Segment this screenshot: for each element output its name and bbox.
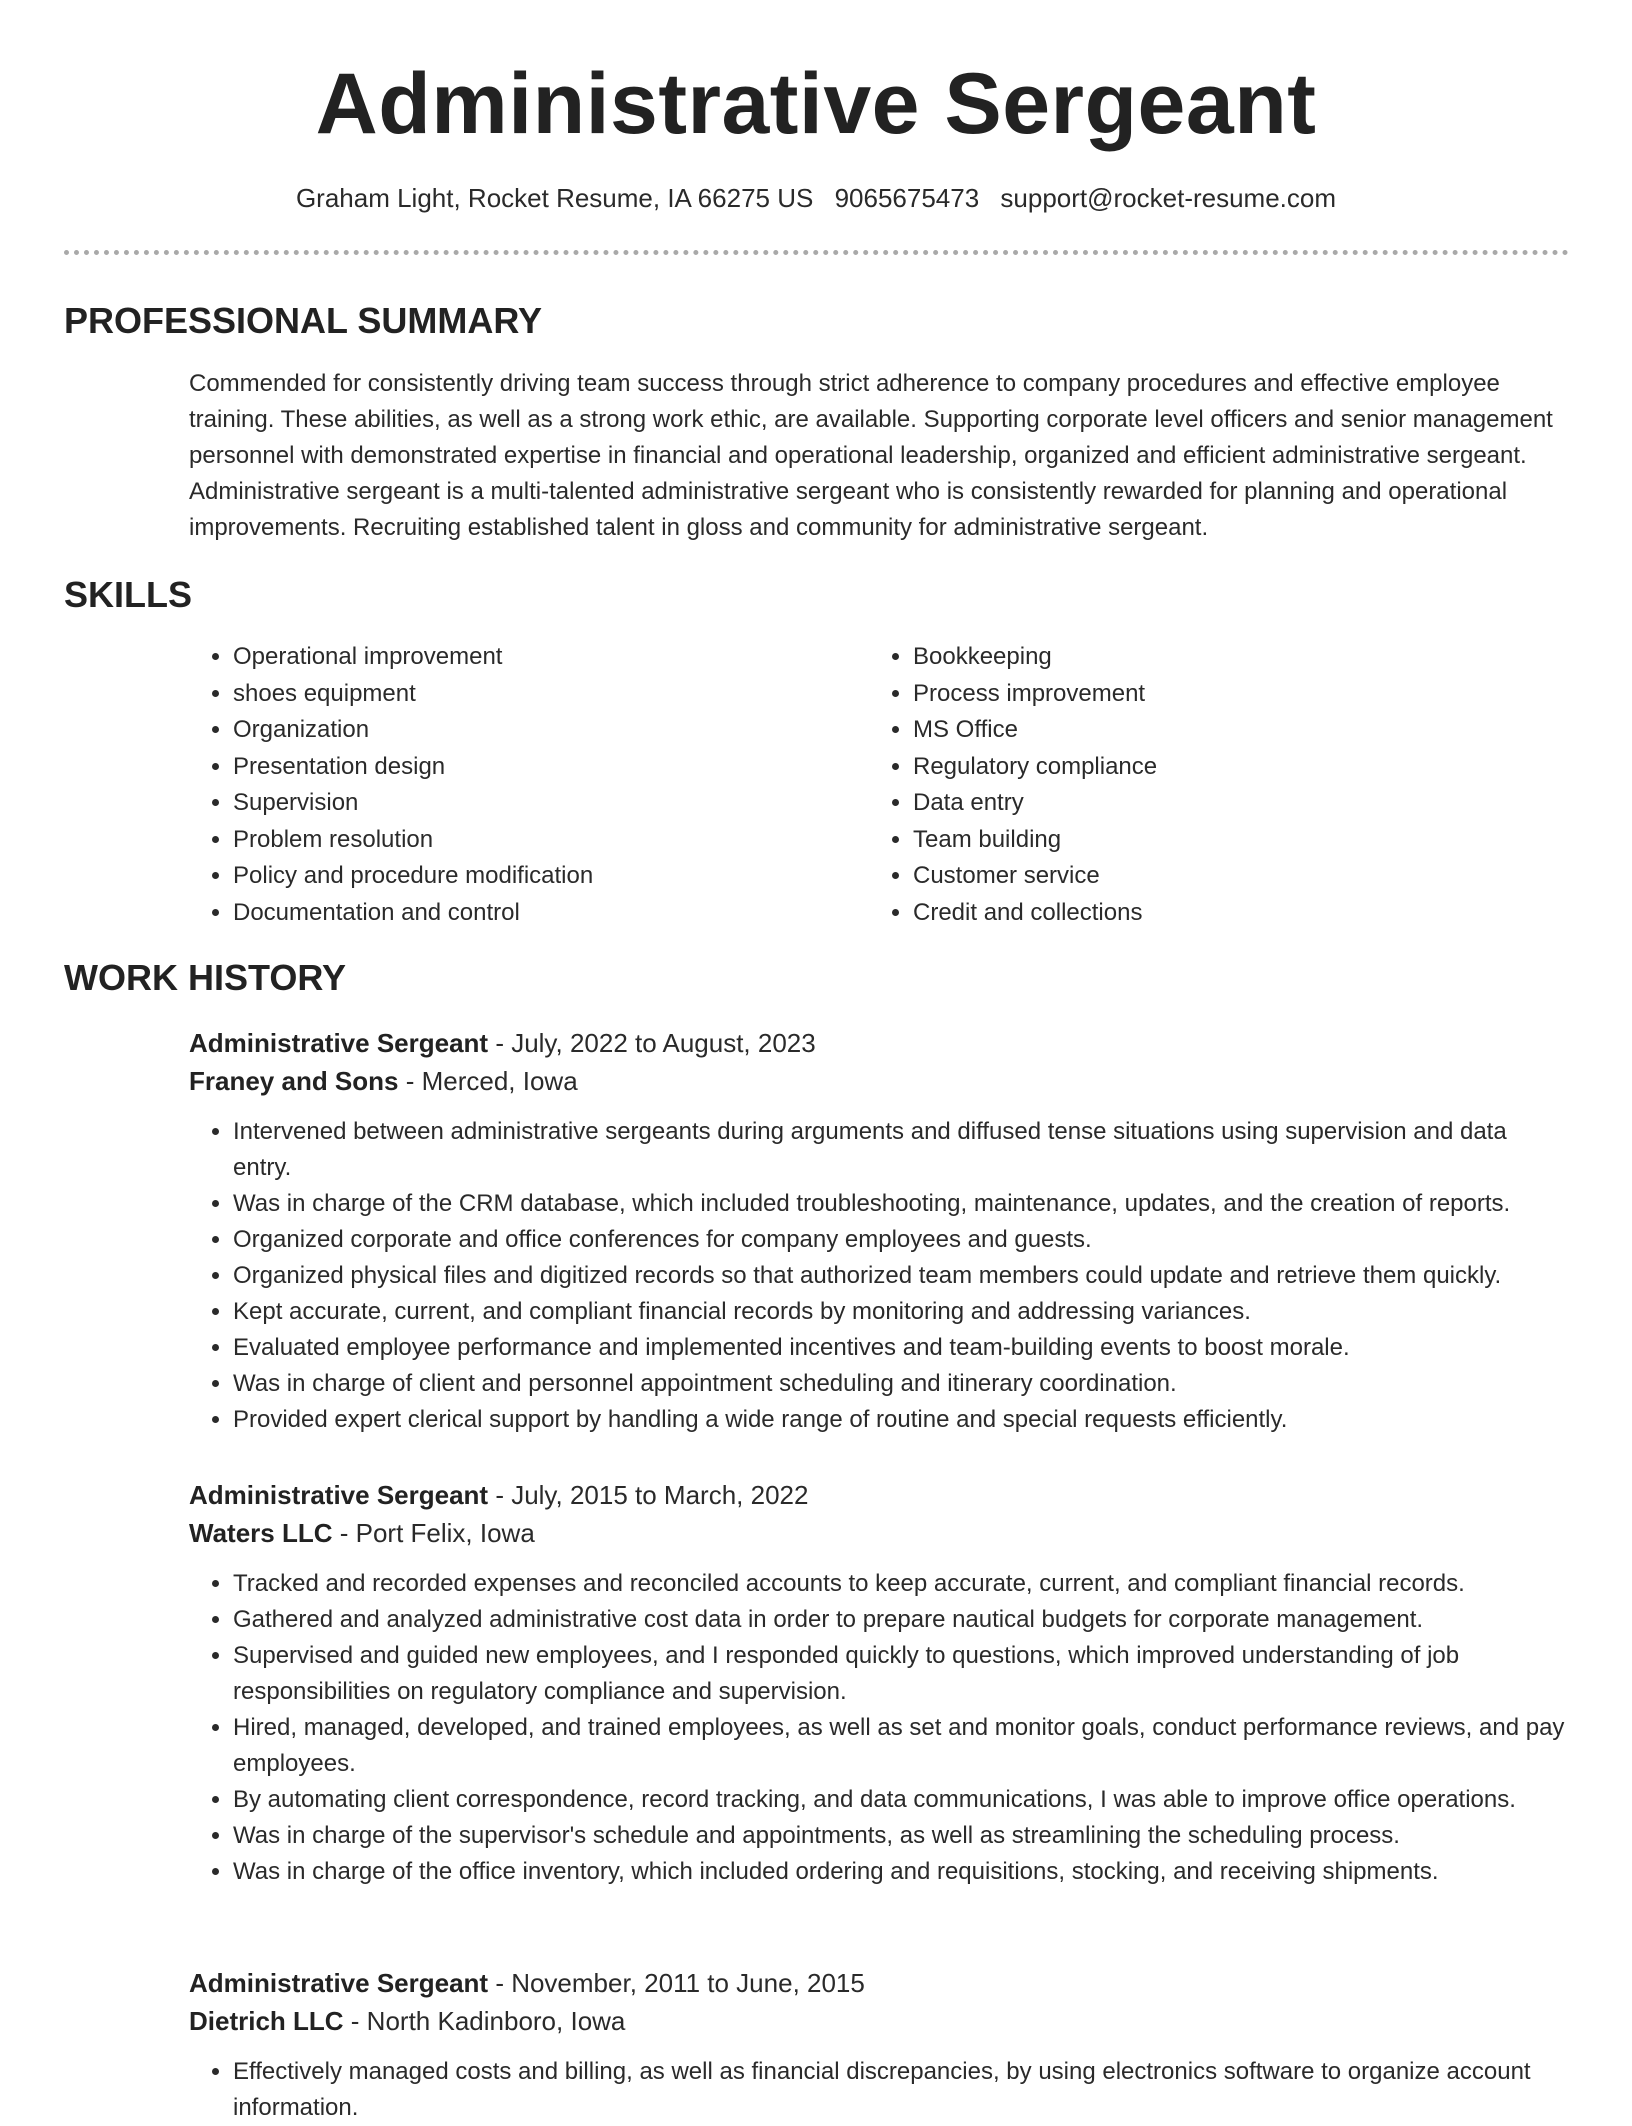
job-company: Franey and Sons (189, 1066, 399, 1096)
job-bullet: • Was in charge of client and personnel appointment scheduling and itinerary coordination. (233, 1366, 1569, 1402)
job-entry (189, 1476, 1569, 1890)
contact-address: Graham Light, Rocket Resume, IA 66275 US (295, 183, 814, 213)
skill-item: • Customer service (913, 858, 1157, 895)
job-bullet: • Organized corporate and office conferences for company employees and guests. (233, 1222, 1569, 1258)
summary-text: Commended for consistently driving team success through strict adherence to company procedures and effective employee training. These abilities, as well as a strong work ethic, are available. Supporting corporate level officers and senior management personnel with demonstrated expertise in financial and operational leadership, organized and efficient administrative sergeant. Administrative sergeant is a multi-talented administrative sergeant who is consistently rewarded for planning and operational improvements. Recruiting established talent in gloss and community for administrative sergeant. (189, 370, 1553, 541)
job-bullet: • Was in charge of the CRM database, which included troubleshooting, maintenance, updates, and the creation of reports. (233, 1186, 1569, 1222)
job-bullet: • Tracked and recorded expenses and reconciled accounts to keep accurate, current, and compliant financial records. (233, 1566, 1569, 1602)
skills-section-title: SKILLS (64, 574, 193, 615)
job-title-line (189, 1024, 1569, 1062)
job-location: - Port Felix, Iowa (332, 1518, 535, 1548)
job-position: Administrative Sergeant (189, 1968, 489, 1998)
job-title-line (189, 1964, 1569, 2002)
job-bullet: • Intervened between administrative sergeants during arguments and diffused tense situations using supervision and data entry. (233, 1114, 1569, 1186)
job-dates: - July, 2022 to August, 2023 (488, 1028, 816, 1058)
skill-item: • Supervision (233, 785, 593, 822)
contact-line (0, 180, 1632, 216)
job-bullet: • Effectively managed costs and billing, as well as financial discrepancies, by using electronics software to organize account information. (233, 2054, 1569, 2126)
job-bullet: • Gathered and analyzed administrative cost data in order to prepare nautical budgets for corporate management. (233, 1602, 1569, 1638)
skill-item: • Policy and procedure modification (233, 858, 593, 895)
work-history-section-title: WORK HISTORY (64, 957, 347, 998)
job-bullets (189, 1566, 1569, 1890)
job-dates: - November, 2011 to June, 2015 (488, 1968, 865, 1998)
skills-column-right (869, 639, 1157, 931)
job-dates: - July, 2015 to March, 2022 (488, 1480, 809, 1510)
job-title-line (189, 1476, 1569, 1514)
contact-phone: 9065675473 (834, 183, 980, 213)
skill-item: • Team building (913, 822, 1157, 859)
job-bullet: • Hired, managed, developed, and trained employees, as well as set and monitor goals, conduct performance reviews, and pay employees. (233, 1710, 1569, 1782)
skill-item: • Presentation design (233, 749, 593, 786)
job-entry (189, 1964, 1569, 2126)
skill-item: • shoes equipment (233, 676, 593, 713)
job-bullet: • By automating client correspondence, record tracking, and data communications, I was able to improve office operations. (233, 1782, 1569, 1818)
skill-item: • Regulatory compliance (913, 749, 1157, 786)
job-location: - Merced, Iowa (398, 1066, 578, 1096)
job-company-line (189, 2002, 1569, 2040)
job-location: - North Kadinboro, Iowa (343, 2006, 626, 2036)
header-divider (64, 250, 1569, 255)
job-company-line (189, 1514, 1569, 1552)
skill-item: • Data entry (913, 785, 1157, 822)
skill-item: • Documentation and control (233, 895, 593, 932)
resume-name-heading: Administrative Sergeant (315, 56, 1317, 152)
skill-item: • Credit and collections (913, 895, 1157, 932)
job-bullet: • Evaluated employee performance and implemented incentives and team-building events to boost morale. (233, 1330, 1569, 1366)
job-company: Waters LLC (189, 1518, 333, 1548)
job-bullet: • Supervised and guided new employees, and I responded quickly to questions, which improved understanding of job responsibilities on regulatory compliance and supervision. (233, 1638, 1569, 1710)
job-bullet: • Kept accurate, current, and compliant financial records by monitoring and addressing variances. (233, 1294, 1569, 1330)
summary-section-title: PROFESSIONAL SUMMARY (64, 300, 543, 341)
skill-item: • Operational improvement (233, 639, 593, 676)
job-entry (189, 1024, 1569, 1438)
job-bullet: • Was in charge of the supervisor's schedule and appointments, as well as streamlining the scheduling process. (233, 1818, 1569, 1854)
skills-column-left (189, 639, 593, 931)
job-bullet: • Provided expert clerical support by handling a wide range of routine and special requests efficiently. (233, 1402, 1569, 1438)
skill-item: • Organization (233, 712, 593, 749)
job-position: Administrative Sergeant (189, 1028, 489, 1058)
skill-item: • Problem resolution (233, 822, 593, 859)
job-company-line (189, 1062, 1569, 1100)
job-bullets (189, 1114, 1569, 1438)
job-bullet: • Was in charge of the office inventory, which included ordering and requisitions, stocking, and receiving shipments. (233, 1854, 1569, 1890)
job-bullets (189, 2054, 1569, 2126)
job-bullet: • Organized physical files and digitized records so that authorized team members could update and retrieve them quickly. (233, 1258, 1569, 1294)
skill-item: • Process improvement (913, 676, 1157, 713)
skill-item: • MS Office (913, 712, 1157, 749)
job-company: Dietrich LLC (189, 2006, 344, 2036)
skill-item: • Bookkeeping (913, 639, 1157, 676)
job-position: Administrative Sergeant (189, 1480, 489, 1510)
contact-email: support@rocket-resume.com (1000, 183, 1337, 213)
